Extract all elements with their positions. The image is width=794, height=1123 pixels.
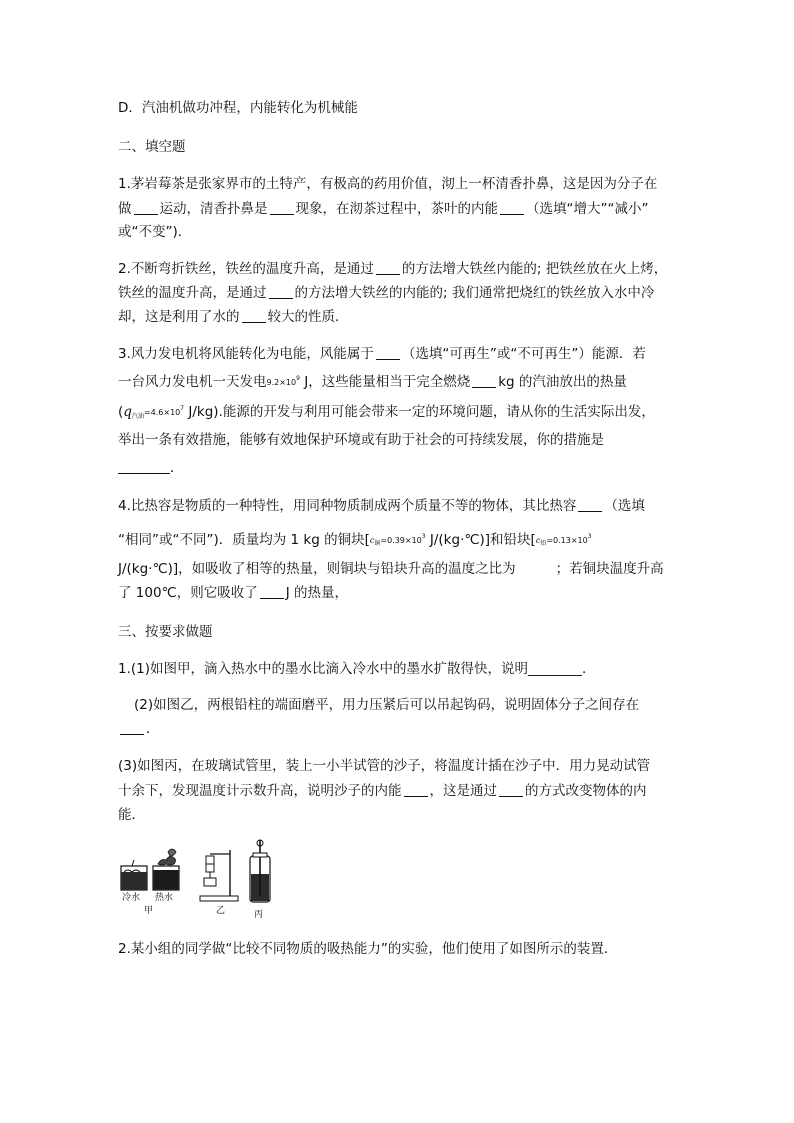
- p2: 2.某小组的同学做“比较不同物质的吸热能力”的实验，他们使用了如图所示的装置．: [118, 941, 618, 957]
- q2-line3: 却，这是利用了水的 较大的性质．: [118, 309, 349, 325]
- answer-blank[interactable]: [242, 310, 266, 323]
- experiment-figure: [118, 838, 288, 922]
- section-title-fill-in: 二、填空题: [118, 139, 186, 155]
- label-bing: 丙: [254, 910, 264, 920]
- q1-line1: 1.茅岩莓茶是张家界市的土特产，有极高的药用价值，沏上一杯清香扑鼻，这是因为分子在: [118, 176, 658, 192]
- label-yi: 乙: [216, 906, 226, 916]
- q3-line2: 一台风力发电机一天发电$9.2\times 10^9$ J，这些能量相当于完全燃烧 kg 的汽油放出的热量: [118, 374, 627, 390]
- answer-blank[interactable]: [500, 202, 524, 215]
- q3-line5: ．: [118, 458, 184, 478]
- answer-blank[interactable]: [524, 561, 548, 573]
- lead-specific-heat: $c_铅=0.13\times 10^3$: [535, 533, 592, 547]
- q3-line4: 举出一条有效措施，能够有效地保护环境或有助于社会的可持续发展，你的措施是: [118, 432, 604, 448]
- answer-blank[interactable]: [376, 262, 400, 275]
- p1-c-line1: (3)如图丙，在玻璃试管里，装上一小半试管的沙子，将温度计插在沙子中．用力晃动试管: [118, 758, 651, 774]
- answer-blank[interactable]: [404, 784, 428, 797]
- answer-blank[interactable]: [472, 375, 496, 388]
- option-d: D．汽油机做功冲程，内能转化为机械能: [118, 100, 358, 116]
- test-tube-thermometer-icon: [250, 840, 270, 902]
- answer-blank[interactable]: [118, 461, 170, 474]
- q3-line3: ($q_{汽油}=4.6\times 10^7$ J/kg).能源的开发与利用可能会带来一定的环境问题，请从你的生活实际出发，: [118, 404, 655, 420]
- energy-value: $9.2\times 10^9$: [266, 375, 300, 387]
- label-hot-water: 热水: [155, 893, 174, 903]
- q2-line1: 2.不断弯折铁丝，铁丝的温度升高，是通过 的方法增大铁丝内能的; 把铁丝放在火上烤，: [118, 261, 668, 277]
- answer-blank[interactable]: [134, 202, 158, 215]
- answer-blank[interactable]: [499, 784, 523, 797]
- answer-blank[interactable]: [376, 347, 400, 360]
- p1-b-line1: (2)如图乙，两根铅柱的端面磨平，用力压紧后可以吊起钩码，说明固体分子之间存在: [134, 697, 640, 713]
- answer-blank[interactable]: [270, 202, 294, 215]
- answer-blank[interactable]: [578, 499, 602, 512]
- p1-c-line3: 能．: [118, 807, 145, 823]
- q1-line3: 或“不变”)．: [118, 224, 192, 240]
- lead-cylinder-stand-icon: [200, 850, 238, 901]
- answer-blank[interactable]: [269, 286, 293, 299]
- copper-specific-heat: $c_铜=0.39\times 10^3$: [369, 533, 426, 547]
- label-jia: 甲: [144, 906, 154, 916]
- p1-a: 1.(1)如图甲，滴入热水中的墨水比滴入冷水中的墨水扩散得快，说明________．: [118, 661, 596, 677]
- beaker-cold-icon: [121, 860, 147, 890]
- label-cold-water: 冷水: [122, 893, 141, 903]
- answer-blank[interactable]: [260, 586, 284, 599]
- q1-line2: 做 运动，清香扑鼻是 现象，在沏茶过程中，茶叶的内能 （选填“增大”“减小”: [118, 201, 649, 217]
- q4-line1: 4.比热容是物质的一种特性，用同种物质制成两个质量不等的物体，其比热容 （选填: [118, 498, 645, 514]
- q3-line1: 3.风力发电机将风能转化为电能，风能属于 （选填“可再生”或“不可再生”）能源．若: [118, 346, 646, 362]
- q4-line2: “相同”或“不同”)．质量均为 1 kg 的铜块[$c_铜=0.39\times 10^3$ J/(kg·℃)]和铅块[$c_铅=0.13\times 10^3$: [118, 532, 592, 548]
- q4-line4: 了 100℃，则它吸收了 J 的热量，: [118, 585, 349, 601]
- p1-b-line2: ．: [118, 719, 160, 739]
- answer-blank[interactable]: [120, 722, 144, 735]
- p1-c-line2: 十余下，发现温度计示数升高，说明沙子的内能 ，这是通过 的方式改变物体的内: [118, 783, 647, 799]
- q4-line3: J/(kg·℃)]，如吸收了相等的热量，则铜块与铅块升高的温度之比为 ；若铜块温度升高: [118, 561, 664, 577]
- gasoline-heat-value: $=4.6\times 10^7$: [143, 405, 185, 417]
- section-title-required: 三、按要求做题: [118, 624, 213, 640]
- beaker-hot-icon: [153, 849, 179, 890]
- q2-line2: 铁丝的温度升高，是通过 的方法增大铁丝的内能的; 我们通常把烧红的铁丝放入水中冷: [118, 285, 655, 301]
